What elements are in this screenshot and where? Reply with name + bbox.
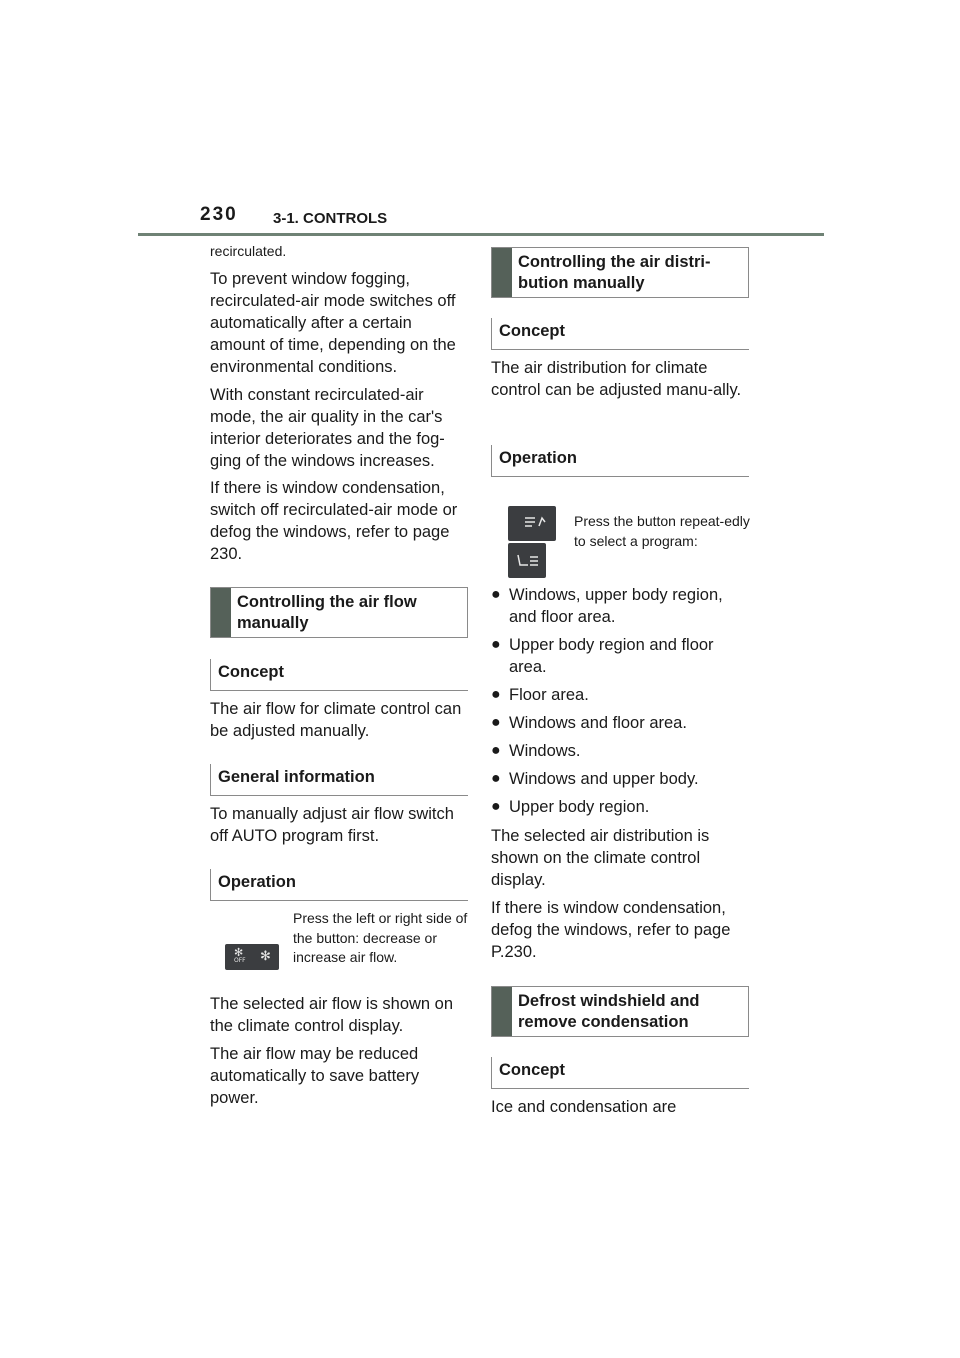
list-item bbox=[491, 712, 749, 734]
section-title-text: Defrost windshield and remove condensation bbox=[518, 992, 700, 1031]
paragraph-prevent-fogging: To prevent window fogging, recirculated-air mode switches off automatically after a certain amount of time, depending on the environmental conditions. bbox=[210, 270, 456, 376]
bullet-icon: ● bbox=[491, 586, 501, 603]
paragraph-defrost-concept: Ice and condensation are bbox=[491, 1098, 677, 1116]
distribution-operation-caption: Press the button repeat-edly to select a program: bbox=[574, 513, 750, 549]
list-item-text: Floor area. bbox=[509, 686, 589, 704]
list-item-text: Upper body region and floor area. bbox=[509, 636, 714, 676]
air-distribution-program-list bbox=[491, 584, 749, 824]
subheading-concept bbox=[210, 659, 468, 691]
list-item-text: Windows, upper body region, and floor area. bbox=[509, 586, 723, 626]
paragraph-constant-recirculation: With constant recirculated-air mode, the air quality in the car's interior deteriorates and the fog-ging of the windows increases. bbox=[210, 386, 445, 470]
paragraph-distribution-shown: The selected air distribution is shown on the climate control display. bbox=[491, 827, 710, 889]
section-title-air-flow bbox=[210, 587, 468, 638]
list-item bbox=[491, 684, 749, 706]
subheading-concept-text: Concept bbox=[499, 322, 565, 340]
list-item-text: Windows and upper body. bbox=[509, 770, 699, 788]
subheading-operation-text: Operation bbox=[499, 449, 577, 467]
title-accent-bar bbox=[211, 588, 231, 637]
list-item bbox=[491, 796, 749, 818]
paragraph-recirculated: recirculated. bbox=[210, 243, 287, 259]
subheading-concept-text: Concept bbox=[218, 663, 284, 681]
air-distribution-button-upper bbox=[508, 506, 556, 541]
paragraph-window-condensation: If there is window condensation, switch off recirculated-air mode or defog the windows, refer to page 230. bbox=[210, 479, 458, 563]
page-number: 230 bbox=[200, 204, 238, 225]
bullet-icon: ● bbox=[491, 770, 501, 787]
paragraph-air-flow-shown: The selected air flow is shown on the climate control display. bbox=[210, 995, 454, 1035]
bullet-icon: ● bbox=[491, 714, 501, 731]
subheading-operation bbox=[210, 869, 468, 901]
list-item bbox=[491, 740, 749, 762]
section-title-text: Controlling the air flow manually bbox=[237, 593, 417, 632]
subheading-operation bbox=[491, 445, 749, 477]
fan-small-icon: ✻ bbox=[234, 946, 244, 959]
paragraph-concept: The air flow for climate control can be adjusted manually. bbox=[210, 700, 462, 740]
header-rule bbox=[138, 233, 824, 236]
bullet-icon: ● bbox=[491, 686, 501, 703]
bullet-icon: ● bbox=[491, 798, 501, 815]
paragraph-air-flow-reduced: The air flow may be reduced automatically to save battery power. bbox=[210, 1045, 420, 1107]
chapter-title: 3-1. CONTROLS bbox=[273, 210, 388, 227]
bullet-icon: ● bbox=[491, 742, 501, 759]
section-title-text: Controlling the air distri-bution manually bbox=[518, 253, 711, 292]
title-accent-bar bbox=[492, 248, 512, 297]
operation-caption: Press the left or right side of the button: decrease or increase air flow. bbox=[293, 910, 468, 965]
list-item-text: Windows and floor area. bbox=[509, 714, 687, 732]
list-item bbox=[491, 768, 749, 790]
air-flow-button-image bbox=[225, 944, 279, 970]
fan-large-icon: ✻ bbox=[260, 949, 271, 964]
list-item bbox=[491, 634, 749, 678]
subheading-concept bbox=[491, 1057, 749, 1089]
windshield-airflow-icon bbox=[508, 506, 556, 541]
paragraph-general: To manually adjust air flow switch off AUTO program first. bbox=[210, 805, 454, 845]
seat-airflow-icon bbox=[508, 543, 546, 578]
section-title-defrost bbox=[491, 986, 749, 1037]
subheading-concept bbox=[491, 318, 749, 350]
paragraph-distribution-condensation: If there is window condensation, defog the windows, refer to page P.230. bbox=[491, 899, 731, 961]
subheading-general-information bbox=[210, 764, 468, 796]
subheading-concept-text: Concept bbox=[499, 1061, 565, 1079]
title-accent-bar bbox=[492, 987, 512, 1036]
off-label: OFF bbox=[234, 957, 246, 964]
subheading-general-text: General information bbox=[218, 768, 375, 786]
air-distribution-button-lower bbox=[508, 543, 546, 578]
bullet-icon: ● bbox=[491, 636, 501, 653]
list-item-text: Upper body region. bbox=[509, 798, 650, 816]
list-item bbox=[491, 584, 749, 628]
subheading-operation-text: Operation bbox=[218, 873, 296, 891]
paragraph-distribution-concept: The air distribution for climate control can be adjusted manu-ally. bbox=[491, 359, 742, 399]
list-item-text: Windows. bbox=[509, 742, 581, 760]
section-title-air-distribution bbox=[491, 247, 749, 298]
